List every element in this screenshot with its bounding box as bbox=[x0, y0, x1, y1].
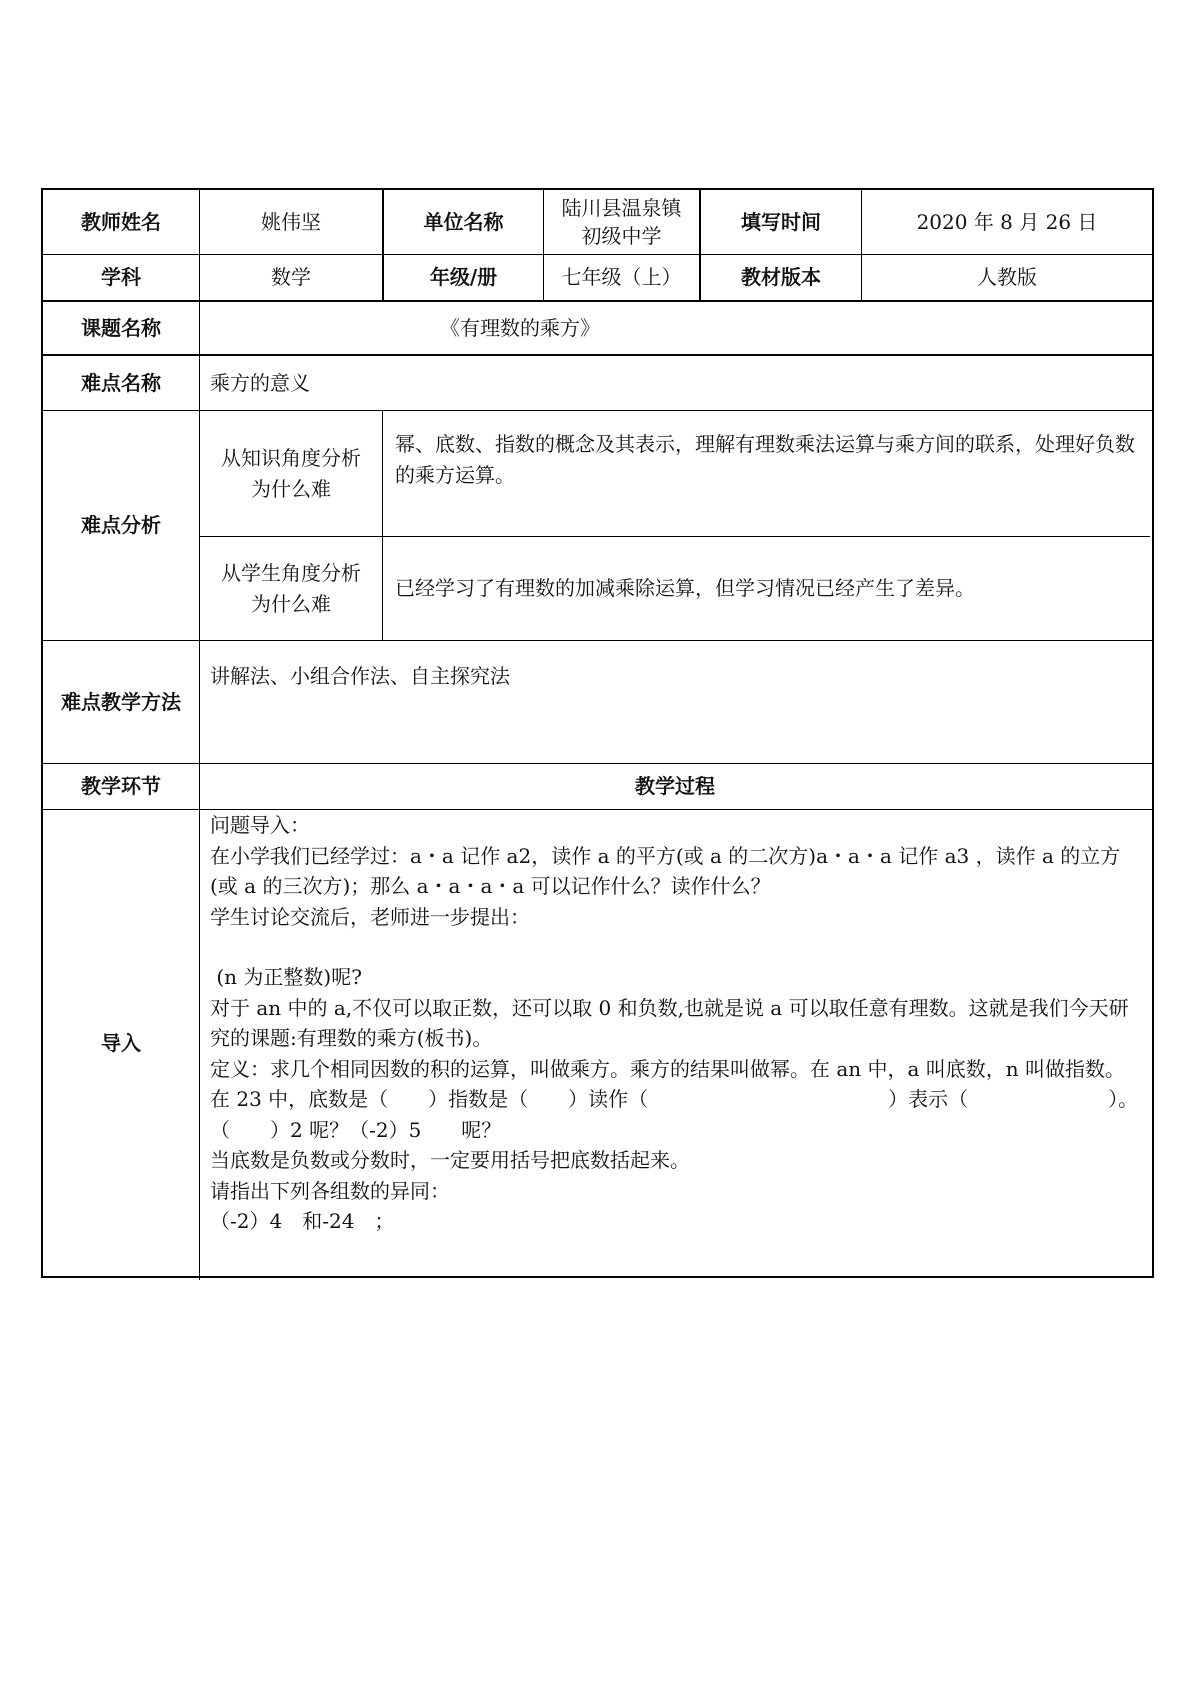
process-line: 当底数是负数或分数时，一定要用括号把底数括起来。 bbox=[210, 1148, 690, 1172]
edition-value: 人教版 bbox=[977, 265, 1037, 289]
unit-name-value: 陆川县温泉镇初级中学 bbox=[561, 196, 682, 248]
grade-label: 年级/册 bbox=[429, 265, 498, 289]
process-line: 问题导入： bbox=[210, 813, 310, 837]
fill-date-label: 填写时间 bbox=[741, 209, 821, 234]
unit-name-label: 单位名称 bbox=[423, 209, 504, 234]
difficulty-value: 乘方的意义 bbox=[210, 370, 310, 395]
process-line: 定义：求几个相同因数的积的运算，叫做乘方。乘方的结果叫做幂。在 an 中，a 叫底数，n 叫做指数。 bbox=[210, 1056, 1126, 1081]
edition-label: 教材版本 bbox=[741, 265, 821, 289]
student-angle-value: 已经学习了有理数的加减乘除运算，但学习情况已经产生了差异。 bbox=[395, 576, 975, 600]
topic-label: 课题名称 bbox=[81, 315, 161, 340]
process-line: 请指出下列各组数的异同： bbox=[210, 1178, 450, 1203]
subject-label: 学科 bbox=[101, 265, 141, 289]
student-angle-label: 从学生角度分析为什么难 bbox=[221, 560, 361, 616]
teacher-name-label: 教师姓名 bbox=[81, 209, 161, 234]
process-line: （ ）2 呢？（-2）5 呢？ bbox=[210, 1117, 502, 1142]
grade-value: 七年级（上） bbox=[561, 265, 682, 289]
process-line: 学生讨论交流后，老师进一步提出： bbox=[210, 904, 530, 929]
method-value: 讲解法、小组合作法、自主探究法 bbox=[210, 664, 510, 688]
teacher-name-value: 姚伟坚 bbox=[261, 209, 321, 234]
process-line: 对于 an 中的 a,不仅可以取正数，还可以取 0 和负数,也就是说 a 可以取任意有理数。这就是我们今天研究的课题:有理数的乘方(板书)。 bbox=[210, 995, 1129, 1050]
topic-value: 《有理数的乘方》 bbox=[440, 315, 600, 340]
knowledge-angle-label: 从知识角度分析为什么难 bbox=[221, 445, 361, 501]
intro-stage-label: 导入 bbox=[101, 1031, 141, 1055]
process-header: 教学过程 bbox=[635, 774, 715, 798]
method-label: 难点教学方法 bbox=[61, 689, 181, 714]
process-line: (n 为正整数)呢? bbox=[210, 965, 362, 989]
process-line: 在 23 中，底数是（ ）指数是（ ）读作（ ）表示（ ）。 bbox=[210, 1087, 1139, 1111]
analysis-label: 难点分析 bbox=[81, 513, 161, 537]
process-line bbox=[210, 932, 1140, 962]
intro-process-content bbox=[200, 810, 1150, 1277]
subject-value: 数学 bbox=[271, 265, 311, 289]
process-line: 在小学我们已经学过：a・a 记作 a2，读作 a 的平方(或 a 的二次方)a・a・a 记作 a3 ，读作 a 的立方(或 a 的三次方)；那么 a・a・a・a 可以记作什么？读作什么？ bbox=[210, 843, 1121, 898]
difficulty-label: 难点名称 bbox=[81, 370, 161, 395]
knowledge-angle-value: 幂、底数、指数的概念及其表示，理解有理数乘法运算与乘方间的联系，处理好负数的乘方运算。 bbox=[395, 432, 1135, 487]
process-line: （-2）4 和-24 ； bbox=[210, 1209, 395, 1233]
lesson-plan-table bbox=[41, 188, 1154, 1278]
stage-header: 教学环节 bbox=[81, 774, 161, 798]
fill-date-value: 2020 年 8 月 26 日 bbox=[916, 209, 1098, 234]
